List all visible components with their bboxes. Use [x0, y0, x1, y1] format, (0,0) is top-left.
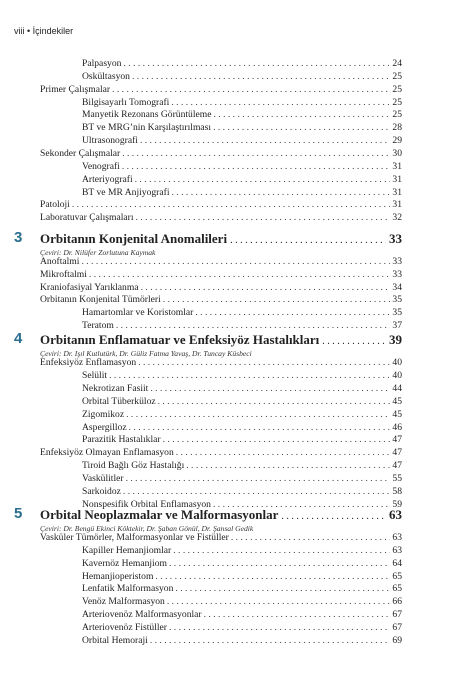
- toc-entry-label: Nonspesifik Orbital Enflamasyon: [82, 498, 211, 510]
- toc-entry-page: 65: [392, 583, 402, 595]
- toc-entry-page: 25: [392, 109, 402, 121]
- toc-entry-page: 46: [392, 421, 402, 433]
- toc-entry[interactable]: [82, 135, 402, 147]
- toc-entry-label: Kraniofasiyal Yarıklanma: [40, 281, 139, 293]
- toc-entry-label: Vasküler Tümörler, Malformasyonlar ve Fistüller: [40, 532, 229, 543]
- toc-entry-page: 45: [392, 395, 402, 407]
- toc-entry[interactable]: [82, 460, 402, 472]
- toc-entry-page: 66: [392, 596, 402, 608]
- toc-entry-page: 47: [392, 447, 402, 459]
- leader-dots: [122, 161, 391, 173]
- toc-entry[interactable]: [40, 199, 402, 211]
- leader-dots: [138, 357, 390, 369]
- toc-entry-page: 31: [392, 173, 402, 185]
- chapter-number: 5: [14, 505, 23, 522]
- toc-entry-label: Enfeksiyöz Olmayan Enflamasyon: [40, 447, 174, 459]
- toc-entry[interactable]: [82, 161, 402, 173]
- toc-entry[interactable]: [40, 269, 402, 281]
- toc-entry-page: 25: [392, 70, 402, 82]
- toc-entry[interactable]: [82, 187, 402, 199]
- toc-entry-page: 67: [392, 609, 402, 621]
- toc-entry-label: Orbitanın Konjenital Tümörleri: [40, 294, 161, 306]
- leader-dots: [116, 320, 391, 332]
- leader-dots: [213, 122, 390, 134]
- toc-entry-label: Arteriovenöz Fistüller: [82, 621, 167, 633]
- toc-entry[interactable]: [40, 282, 402, 294]
- leader-dots: [126, 409, 390, 421]
- toc-entry[interactable]: [82, 571, 402, 583]
- leader-dots: [72, 199, 391, 211]
- leader-dots: [129, 422, 391, 434]
- toc-entry[interactable]: [82, 97, 402, 109]
- leader-dots: [81, 256, 390, 268]
- toc-entry-page: 69: [392, 634, 402, 646]
- toc-entry[interactable]: [82, 320, 402, 332]
- leader-dots: [150, 635, 391, 647]
- toc-entry-page: 31: [392, 160, 402, 172]
- toc-entry[interactable]: [82, 307, 402, 319]
- toc-entry[interactable]: [82, 71, 402, 83]
- toc-entry-page: 47: [392, 434, 402, 446]
- toc-entry[interactable]: [82, 596, 402, 608]
- toc-entry[interactable]: [40, 84, 402, 96]
- leader-dots: [172, 187, 391, 199]
- leader-dots: [204, 609, 391, 621]
- toc-entry-label: Manyetik Rezonans Görüntüleme: [82, 109, 212, 121]
- chapter-translators: Çeviri: Dr. Bengü Ekinci Köktekir, Dr. Şaban Gönül, Dr. Şansal Gedik: [40, 524, 254, 533]
- toc-entry-label: Nekrotizan Fasiit: [82, 382, 149, 394]
- toc-entry-page: 33: [392, 268, 402, 280]
- toc-entry[interactable]: [82, 109, 402, 121]
- toc-entry[interactable]: [40, 294, 402, 306]
- leader-dots: [322, 336, 386, 347]
- leader-dots: [122, 148, 390, 160]
- toc-entry-label: Aspergilloz: [82, 421, 127, 433]
- toc-entry[interactable]: [40, 447, 402, 459]
- toc-entry-page: 58: [392, 486, 402, 497]
- toc-entry[interactable]: [82, 558, 402, 570]
- toc-entry[interactable]: [40, 212, 402, 224]
- toc-entry-label: Hamartomlar ve Koristomlar: [82, 307, 194, 319]
- toc-entry-page: 55: [392, 473, 402, 485]
- toc-entry-label: Patoloji: [40, 199, 70, 211]
- chapter-number: 3: [14, 229, 23, 246]
- toc-entry-label: Laboratuvar Çalışmaları: [40, 212, 134, 224]
- toc-entry-label: BT ve MR Anjiyografi: [82, 186, 170, 198]
- leader-dots: [213, 499, 390, 511]
- chapter-title: Orbital Neoplazmalar ve Malformasyonlar: [40, 507, 279, 522]
- toc-entry-page: 30: [392, 147, 402, 159]
- toc-entry-label: Kapiller Hemanjiomlar: [82, 544, 172, 556]
- leader-dots: [186, 460, 390, 472]
- leader-dots: [169, 558, 390, 570]
- toc-entry[interactable]: [82, 370, 402, 382]
- chapter-translators: Çeviri: Dr. Nilüfer Zorlutuna Kaymak: [40, 248, 156, 257]
- toc-entry-label: Arteriovenöz Malformasyonlar: [82, 609, 202, 621]
- toc-entry-label: Oskültasyon: [82, 70, 130, 82]
- toc-entry-page: 35: [392, 307, 402, 319]
- toc-entry-label: BT ve MRG’nin Karşılaştırılması: [82, 122, 212, 134]
- toc-entry-page: 25: [392, 83, 402, 95]
- toc-entry[interactable]: [82, 122, 402, 134]
- chapter-page: 33: [389, 231, 402, 246]
- toc-entry-page: 45: [392, 408, 402, 420]
- toc-entry[interactable]: [82, 383, 402, 395]
- toc-entry-label: Lenfatik Malformasyon: [82, 583, 174, 595]
- leader-dots: [112, 84, 390, 96]
- toc-entry-page: 31: [392, 199, 402, 211]
- toc-entry-label: Anoftalmi: [40, 256, 80, 267]
- toc-entry[interactable]: [82, 609, 402, 621]
- toc-entry-label: Venografi: [82, 160, 120, 172]
- leader-dots: [163, 294, 391, 306]
- leader-dots: [123, 58, 390, 70]
- toc-entry-page: 37: [392, 320, 402, 331]
- toc-entry-page: 64: [392, 557, 402, 569]
- toc-entry[interactable]: [82, 499, 402, 511]
- toc-entry-label: Sarkoidoz: [82, 486, 121, 497]
- toc-entry[interactable]: [82, 434, 402, 446]
- leader-dots: [150, 383, 390, 395]
- toc-entry-page: 25: [392, 96, 402, 108]
- toc-entry-page: 40: [392, 369, 402, 381]
- leader-dots: [89, 269, 391, 281]
- toc-entry-page: 33: [392, 256, 402, 267]
- leader-dots: [136, 212, 391, 224]
- chapter-3-heading[interactable]: [0, 229, 453, 249]
- toc-entry[interactable]: [82, 174, 402, 186]
- leader-dots: [169, 622, 390, 634]
- toc-entry-page: 24: [392, 58, 402, 69]
- toc-entry-label: Mikroftalmi: [40, 268, 87, 280]
- toc-entry[interactable]: [82, 58, 402, 70]
- chapter-page: 39: [389, 332, 402, 347]
- toc-entry-label: Orbital Tüberküloz: [82, 395, 156, 407]
- toc-entry[interactable]: [82, 486, 402, 498]
- running-header: viii • İçindekiler: [14, 26, 74, 36]
- toc-entry-page: 28: [392, 122, 402, 134]
- leader-dots: [158, 396, 391, 408]
- toc-entry-page: 63: [392, 532, 402, 543]
- chapter-4-heading[interactable]: [0, 330, 453, 350]
- toc-entry[interactable]: [82, 473, 402, 485]
- toc-entry[interactable]: [40, 357, 402, 369]
- toc-entry-label: Primer Çalışmalar: [40, 83, 111, 95]
- toc-entry[interactable]: [82, 396, 402, 408]
- toc-entry-page: 67: [392, 621, 402, 633]
- leader-dots: [155, 571, 390, 583]
- toc-entry[interactable]: [82, 409, 402, 421]
- toc-entry-label: Arteriyografi: [82, 173, 133, 185]
- toc-entry[interactable]: [40, 532, 402, 544]
- toc-entry[interactable]: [82, 635, 402, 647]
- leader-dots: [109, 370, 390, 382]
- toc-entry-label: Sekonder Çalışmalar: [40, 147, 121, 159]
- leader-dots: [231, 532, 391, 544]
- leader-dots: [213, 109, 390, 121]
- toc-entry-label: Orbital Hemoraji: [82, 634, 148, 646]
- toc-entry-page: 44: [392, 382, 402, 394]
- toc-entry-label: Tiroid Bağlı Göz Hastalığı: [82, 460, 185, 472]
- toc-entry-page: 59: [392, 498, 402, 510]
- leader-dots: [140, 135, 390, 147]
- toc-entry[interactable]: [82, 622, 402, 634]
- leader-dots: [135, 174, 391, 186]
- toc-entry-page: 32: [392, 212, 402, 224]
- toc-entry-label: Enfeksiyöz Enflamasyon: [40, 357, 137, 368]
- toc-entry-page: 40: [392, 357, 402, 368]
- leader-dots: [132, 71, 390, 83]
- toc-entry-page: 47: [392, 460, 402, 472]
- leader-dots: [281, 511, 386, 522]
- toc-entry-label: Venöz Malformasyon: [82, 596, 165, 608]
- toc-entry[interactable]: [82, 545, 402, 557]
- leader-dots: [163, 434, 391, 446]
- chapter-number: 4: [14, 330, 23, 347]
- leader-dots: [195, 307, 390, 319]
- leader-dots: [126, 473, 391, 485]
- toc-entry-label: Vaskülitler: [82, 473, 124, 485]
- toc-entry[interactable]: [40, 256, 402, 268]
- toc-entry-page: 34: [392, 281, 402, 293]
- leader-dots: [176, 447, 391, 459]
- toc-entry-label: Ultrasonografi: [82, 135, 138, 147]
- leader-dots: [167, 596, 391, 608]
- leader-dots: [175, 583, 390, 595]
- leader-dots: [141, 282, 391, 294]
- toc-entry-page: 35: [392, 294, 402, 306]
- toc-entry[interactable]: [82, 583, 402, 595]
- toc-entry-page: 31: [392, 186, 402, 198]
- chapter-translators: Çeviri: Dr. Işıl Kutlutürk, Dr. Güliz Fatma Yavaş, Dr. Tuncay Küsbeci: [40, 349, 252, 358]
- toc-entry-label: Hemanjioperistom: [82, 570, 154, 582]
- toc-entry-page: 63: [392, 544, 402, 556]
- toc-entry-label: Zigomikoz: [82, 408, 125, 420]
- leader-dots: [173, 545, 390, 557]
- toc-entry-label: Palpasyon: [82, 58, 122, 69]
- toc-entry-label: Parazitik Hastalıklar: [82, 434, 161, 446]
- toc-entry-page: 29: [392, 135, 402, 147]
- toc-entry-label: Selülit: [82, 369, 108, 381]
- leader-dots: [230, 235, 386, 246]
- toc-entry-label: Teratom: [82, 320, 114, 331]
- chapter-title: Orbitanın Enflamatuar ve Enfeksiyöz Hastalıkları: [40, 332, 320, 347]
- chapter-page: 63: [389, 507, 402, 522]
- toc-entry-label: Bilgisayarlı Tomografi: [82, 96, 170, 108]
- toc-entry[interactable]: [40, 148, 402, 160]
- toc-entry-page: 65: [392, 570, 402, 582]
- leader-dots: [123, 486, 391, 498]
- toc-entry-label: Kavernöz Hemanjiom: [82, 557, 167, 569]
- chapter-title: Orbitanın Konjenital Anomalileri: [40, 231, 228, 246]
- toc-entry[interactable]: [82, 422, 402, 434]
- leader-dots: [171, 97, 390, 109]
